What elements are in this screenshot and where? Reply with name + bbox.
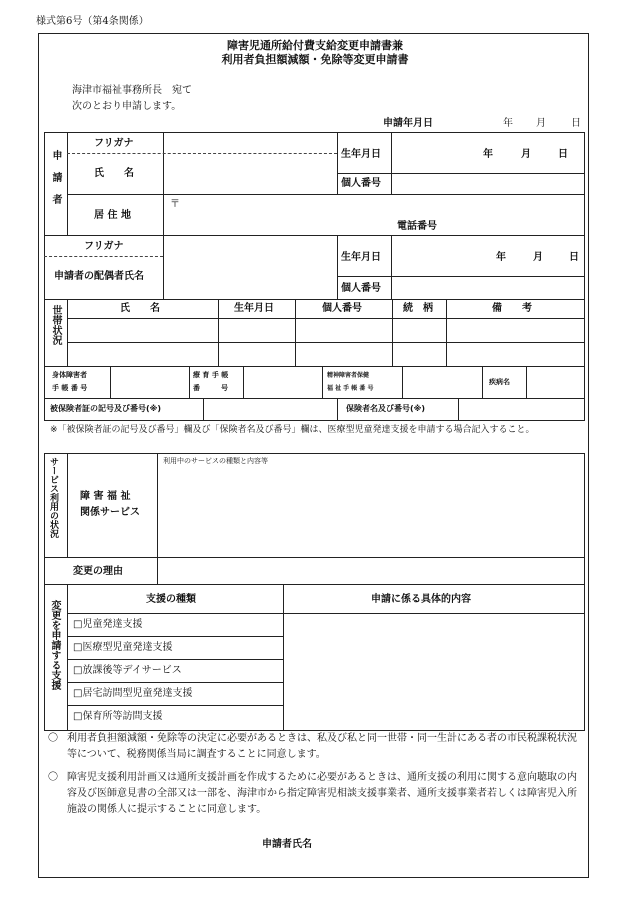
household-section-label: 世帯状況 — [50, 305, 61, 345]
support-option-houkago-day[interactable]: □放課後等デイサービス — [73, 665, 182, 676]
support-option-iryougata[interactable]: □医療型児童発達支援 — [73, 642, 173, 653]
spouse-birth-year: 年 — [496, 252, 506, 263]
service-detail-label: 利用中のサービスの種類と内容等 — [163, 457, 268, 465]
disease-label: 疾病名 — [489, 378, 510, 386]
applicant-name-label: 氏 名 — [94, 168, 134, 179]
title-line2: 利用者負担額減額・免除等変更申請書 — [221, 53, 409, 66]
spouse-name-label: 申請者の配偶者氏名 — [54, 271, 144, 282]
applicant-personal-no-label: 個人番号 — [341, 178, 381, 189]
household-header-relation: 続 柄 — [403, 303, 433, 314]
app-date-month: 月 — [536, 118, 546, 129]
applicant-address-label: 居 住 地 — [94, 210, 131, 221]
consent-bullet-2: 〇 — [48, 772, 58, 783]
mental-handbook-line1: 精神障害者保健 — [327, 372, 370, 379]
service-category-line1: 障 害 福 祉 — [80, 491, 131, 502]
household-header-birth: 生年月日 — [234, 303, 274, 314]
applicant-phone-label: 電話番号 — [397, 221, 437, 232]
applicant-birth-year: 年 — [483, 149, 493, 160]
support-option-kyotaku-houmon[interactable]: □居宅訪問型児童発達支援 — [73, 688, 193, 699]
spouse-birth-label: 生年月日 — [341, 252, 381, 263]
title-line1: 障害児通所給付費支給変更申請書兼 — [227, 39, 403, 52]
spouse-birth-day: 日 — [569, 252, 579, 263]
spouse-furigana-label: フリガナ — [84, 241, 124, 252]
spouse-birth-month: 月 — [533, 252, 543, 263]
applicant-birth-month: 月 — [521, 149, 531, 160]
change-support-section-label: 変更を申請する支援 — [49, 600, 60, 690]
applicant-furigana-label: フリガナ — [94, 138, 134, 149]
form-number: 様式第6号（第4条関係） — [36, 16, 149, 27]
household-header-personal-no: 個人番号 — [322, 303, 362, 314]
support-content-header: 申請に係る具体的内容 — [371, 594, 471, 605]
application-date-label: 申請年月日 — [383, 118, 433, 129]
applicant-birth-label: 生年月日 — [341, 149, 381, 160]
consent-tax: 利用者負担額減額・免除等の決定に必要があるときは、私及び私と同一世帯・同一生計にある者の市民税課税状況等について、税務関係当局に調査することに同意します。 — [67, 733, 577, 760]
intro-text: 次のとおり申請します。 — [72, 101, 182, 112]
physical-handbook-line1: 身体障害者 — [52, 371, 87, 379]
app-date-year: 年 — [503, 118, 513, 129]
spouse-personal-no-label: 個人番号 — [341, 283, 381, 294]
applicant-section-label: 申請者 — [50, 150, 61, 216]
insurance-note: ※「被保険者証の記号及び番号」欄及び「保険者名及び番号」欄は、医療型児童発達支援を申請する場合記入すること。 — [50, 425, 535, 435]
household-header-remarks: 備 考 — [492, 303, 532, 314]
support-option-jidou-hattatsu[interactable]: □児童発達支援 — [73, 619, 143, 630]
app-date-day: 日 — [571, 118, 581, 129]
addressee: 海津市福祉事務所長 宛て — [72, 85, 192, 96]
support-type-header: 支援の種類 — [146, 594, 196, 605]
applicant-signature-label: 申請者氏名 — [262, 839, 312, 850]
consent-bullet-1: 〇 — [48, 733, 58, 744]
change-reason-label: 変更の理由 — [73, 566, 123, 577]
consent-plan: 障害児支援利用計画又は通所支援計画を作成するために必要があるときは、通所支援の利用に関する意向聴取の内容及び医師意見書の全部又は一部を、海津市から指定障害児相談支援事業者、通所支援事業者若しくは障害児入所施設の関係人に提示することに同意します。 — [67, 772, 577, 815]
insurer-label: 保険者名及び番号(※) — [346, 404, 426, 413]
applicant-birth-day: 日 — [558, 149, 568, 160]
support-option-hoikusho-houmon[interactable]: □保育所等訪問支援 — [73, 711, 163, 722]
mental-handbook-line2: 福 祉 手 帳 番 号 — [327, 385, 374, 392]
ryoiku-handbook-line2: 番 号 — [193, 384, 228, 392]
ryoiku-handbook-line1: 療 育 手 帳 — [193, 371, 229, 379]
insurance-card-label: 被保険者証の記号及び番号(※) — [50, 404, 162, 413]
physical-handbook-line2: 手 帳 番 号 — [52, 384, 88, 392]
postal-mark: 〒 — [170, 199, 180, 210]
household-header-name: 氏 名 — [120, 303, 160, 314]
service-section-label: サービス利用の状況 — [48, 457, 58, 538]
service-category-line2: 関係サービス — [80, 507, 140, 518]
